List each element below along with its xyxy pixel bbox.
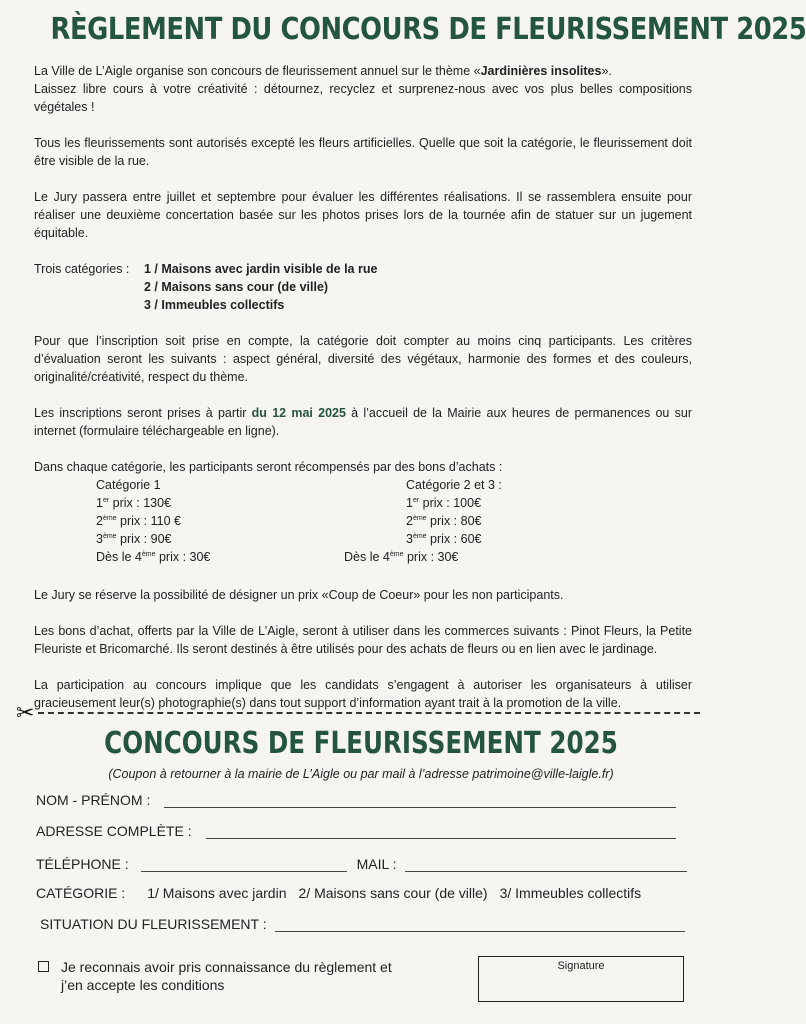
prizes-intro: Dans chaque catégorie, les participants seront récompensés par des bons d’achats : bbox=[34, 460, 503, 474]
situation-row bbox=[40, 916, 685, 932]
vouchers-paragraph: Les bons d’achat, offerts par la Ville de L’Aigle, seront à utiliser dans les commerces suivants : Pinot Fleurs, la Petite Fleuriste et Bricomarché. Ils seront destinés à être utilisés pour des achats de fleurs ou en lien avec le jardinage. bbox=[34, 624, 692, 656]
cut-line bbox=[16, 702, 700, 724]
prize-row: 3ème prix : 60€ bbox=[406, 532, 482, 546]
consent-line: Je reconnais avoir pris connaissance du règlement et bbox=[61, 959, 392, 975]
dates-text: Les inscriptions seront prises à partir bbox=[34, 406, 252, 420]
name-row bbox=[36, 792, 676, 808]
intro-text: La Ville de L’Aigle organise son concours de fleurissement annuel sur le thème « bbox=[34, 64, 481, 78]
rules-body bbox=[34, 62, 692, 730]
situation-field[interactable] bbox=[275, 918, 685, 932]
categories-label: Trois catégories : bbox=[34, 262, 130, 276]
mail-label: MAIL : bbox=[356, 856, 397, 872]
prize-row: 2ème prix : 80€ bbox=[406, 514, 482, 528]
jury-paragraph: Le Jury passera entre juillet et septembre pour évaluer les différentes réalisations. Il se rassemblera ensuite pour réaliser une deuxième concertation basée sur les photos prises lors de la tournée afin de statuer sur un jugement équitable. bbox=[34, 190, 692, 240]
prize-heading: Catégorie 1 bbox=[96, 478, 161, 492]
consent-row bbox=[38, 958, 392, 994]
intro-text-end: ». bbox=[601, 64, 612, 78]
category-label: CATÉGORIE : bbox=[36, 885, 126, 901]
category-option-3[interactable]: 3/ Immeubles collectifs bbox=[499, 885, 642, 901]
prize-row: 2ème prix : 110 € bbox=[96, 514, 181, 528]
category-item: 3 / Immeubles collectifs bbox=[144, 298, 285, 312]
prize-row: 3ème prix : 90€ bbox=[96, 532, 172, 546]
category-item: 2 / Maisons sans cour (de ville) bbox=[144, 280, 329, 294]
prizes-category-2-3 bbox=[344, 476, 502, 566]
intro-text-2: Laissez libre cours à votre créativité : détournez, recyclez et surprenez-nous avec vos plus belles compositions végétales ! bbox=[34, 82, 692, 114]
prize-heading: Catégorie 2 et 3 : bbox=[406, 478, 502, 492]
phone-label: TÉLÉPHONE : bbox=[36, 856, 129, 872]
intro-paragraph bbox=[34, 62, 692, 116]
coupon-title: CONCOURS DE FLEURISSEMENT 2025 bbox=[104, 726, 618, 761]
signature-box[interactable] bbox=[478, 956, 684, 1002]
prize-row: Dès le 4ème prix : 30€ bbox=[96, 550, 211, 564]
prize-row: Dès le 4ème prix : 30€ bbox=[344, 550, 459, 564]
category-item: 1 / Maisons avec jardin visible de la rue bbox=[144, 262, 378, 276]
prize-row: 1er prix : 100€ bbox=[406, 496, 482, 510]
page-title: RÈGLEMENT DU CONCOURS DE FLEURISSEMENT 2025 bbox=[50, 12, 806, 47]
theme-name: Jardinières insolites bbox=[480, 64, 602, 78]
consent-line: j’en accepte les conditions bbox=[61, 977, 225, 993]
coupon-note: (Coupon à retourner à la mairie de L’Aigle ou par mail à l’adresse patrimoine@ville-laigle.fr) bbox=[108, 767, 614, 781]
name-label: NOM - PRÉNOM : bbox=[36, 792, 151, 808]
address-field[interactable] bbox=[206, 825, 676, 839]
prize-row: 1er prix : 130€ bbox=[96, 496, 172, 510]
scissors-icon: ✂ bbox=[16, 700, 35, 725]
prizes-table bbox=[34, 476, 692, 568]
consent-text bbox=[61, 958, 392, 994]
address-label: ADRESSE COMPLÈTE : bbox=[36, 823, 192, 839]
coup-de-coeur-paragraph: Le Jury se réserve la possibilité de désigner un prix «Coup de Coeur» pour les non participants. bbox=[34, 588, 564, 602]
start-date: du 12 mai 2025 bbox=[251, 406, 346, 420]
category-row bbox=[36, 885, 641, 901]
dates-paragraph bbox=[34, 404, 692, 440]
category-option-2[interactable]: 2/ Maisons sans cour (de ville) bbox=[298, 885, 488, 901]
photos-paragraph: La participation au concours implique que les candidats s’engagent à autoriser les organisateurs à utiliser gracieusement leur(s) photographie(s) dans tout support d’information ayant trait à la promotion de la ville. bbox=[34, 678, 692, 710]
checkbox-icon[interactable] bbox=[38, 961, 49, 972]
categories-block bbox=[34, 260, 692, 314]
artificial-flowers-paragraph: Tous les fleurissements sont autorisés excepté les fleurs artificielles. Quelle que soit la catégorie, le fleurissement doit être visible de la rue. bbox=[34, 136, 692, 168]
name-field[interactable] bbox=[164, 794, 676, 808]
situation-label: SITUATION DU FLEURISSEMENT : bbox=[40, 916, 267, 932]
phone-field[interactable] bbox=[141, 858, 347, 872]
prizes-category-1 bbox=[96, 476, 210, 566]
dashed-divider bbox=[38, 712, 700, 714]
dates-text-end: à l’accueil de la Mairie aux heures de permanences ou sur internet (formulaire téléchargeable en ligne). bbox=[34, 406, 692, 438]
phone-mail-row bbox=[36, 856, 687, 872]
address-row bbox=[36, 823, 676, 839]
signature-label: Signature bbox=[557, 960, 605, 972]
inscription-paragraph: Pour que l’inscription soit prise en compte, la catégorie doit compter au moins cinq participants. Les critères d’évaluation seront les suivants : aspect général, diversité des végétaux, harmonie des formes et des couleurs, originalité/créativité, respect du thème. bbox=[34, 334, 692, 384]
mail-field[interactable] bbox=[405, 858, 687, 872]
category-option-1[interactable]: 1/ Maisons avec jardin bbox=[147, 885, 287, 901]
